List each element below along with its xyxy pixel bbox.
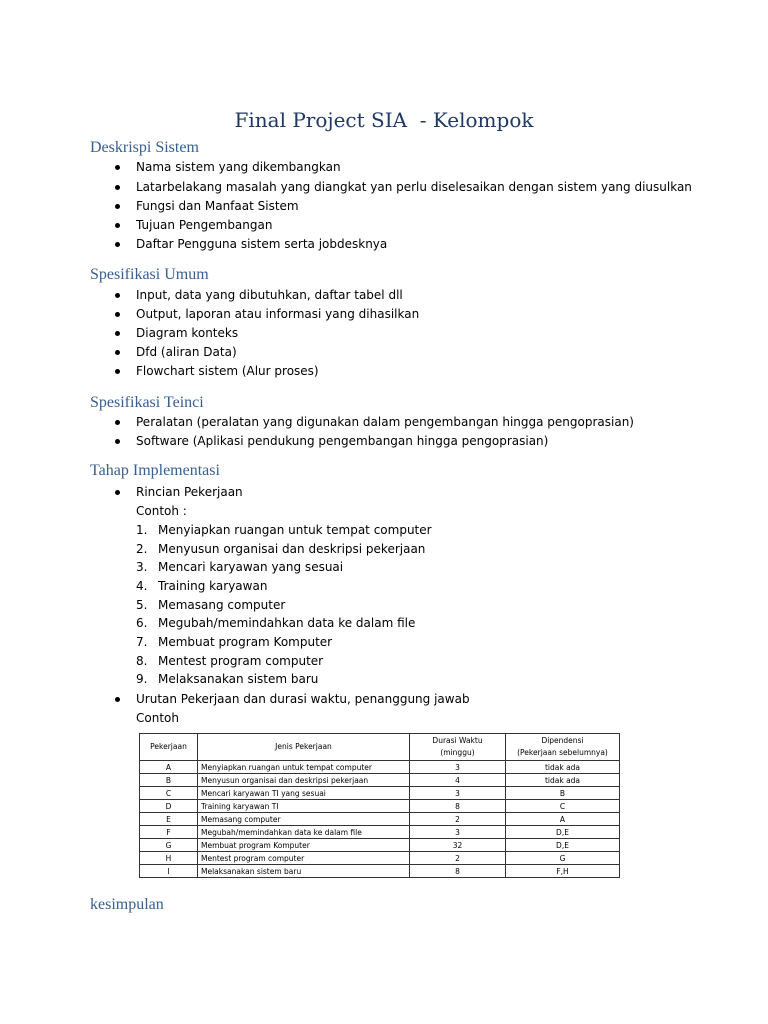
step-item: Mentest program computer bbox=[158, 654, 324, 668]
header-durasi-line1: Durasi Waktu bbox=[432, 736, 483, 745]
list-item: Daftar Pengguna sistem serta jobdesknya bbox=[136, 237, 388, 251]
cell-dep: D,E bbox=[506, 839, 620, 852]
cell-dep: G bbox=[506, 852, 620, 865]
heading-deskripsi-sistem: Deskrispi Sistem bbox=[90, 139, 199, 156]
table-row bbox=[140, 852, 620, 865]
step-number: 8. bbox=[136, 654, 148, 668]
heading-spesifikasi-teinci: Spesifikasi Teinci bbox=[90, 394, 204, 411]
header-durasi bbox=[410, 734, 506, 761]
cell-id: B bbox=[140, 774, 198, 787]
list-item: Diagram konteks bbox=[136, 326, 239, 340]
bullet-icon bbox=[115, 490, 120, 495]
cell-durasi: 2 bbox=[410, 813, 506, 826]
step-number: 2. bbox=[136, 542, 148, 556]
step-item: Megubah/memindahkan data ke dalam file bbox=[158, 616, 416, 630]
cell-id: C bbox=[140, 787, 198, 800]
contoh-label: Contoh : bbox=[136, 504, 187, 518]
bullet-icon bbox=[115, 165, 120, 170]
list-item: Input, data yang dibutuhkan, daftar tabel dll bbox=[136, 288, 403, 302]
list-item: Fungsi dan Manfaat Sistem bbox=[136, 199, 299, 213]
list-item: Tujuan Pengembangan bbox=[136, 218, 273, 232]
bullet-icon bbox=[115, 223, 120, 228]
step-number: 1. bbox=[136, 523, 148, 537]
cell-id: F bbox=[140, 826, 198, 839]
heading-tahap-implementasi: Tahap Implementasi bbox=[90, 462, 220, 479]
cell-dep: tidak ada bbox=[506, 774, 620, 787]
table-row bbox=[140, 761, 620, 774]
cell-dep: B bbox=[506, 787, 620, 800]
step-number: 6. bbox=[136, 616, 148, 630]
urutan-label: Urutan Pekerjaan dan durasi waktu, penanggung jawab bbox=[136, 692, 470, 706]
rincian-label: Rincian Pekerjaan bbox=[136, 485, 243, 499]
cell-jenis: Training karyawan TI bbox=[198, 800, 410, 813]
cell-dep: tidak ada bbox=[506, 761, 620, 774]
cell-jenis: Mencari karyawan TI yang sesuai bbox=[198, 787, 410, 800]
cell-durasi: 3 bbox=[410, 826, 506, 839]
cell-jenis: Memasang computer bbox=[198, 813, 410, 826]
table-row bbox=[140, 774, 620, 787]
table-row bbox=[140, 800, 620, 813]
bullet-icon bbox=[115, 204, 120, 209]
step-item: Mencari karyawan yang sesuai bbox=[158, 560, 344, 574]
step-item: Membuat program Komputer bbox=[158, 635, 333, 649]
bullet-icon bbox=[115, 420, 120, 425]
cell-durasi: 8 bbox=[410, 800, 506, 813]
step-item: Menyusun organisai dan deskripsi pekerjaan bbox=[158, 542, 426, 556]
cell-durasi: 3 bbox=[410, 787, 506, 800]
cell-durasi: 2 bbox=[410, 852, 506, 865]
cell-id: A bbox=[140, 761, 198, 774]
bullet-icon bbox=[115, 697, 120, 702]
cell-durasi: 8 bbox=[410, 865, 506, 878]
bullet-icon bbox=[115, 331, 120, 336]
table-row bbox=[140, 813, 620, 826]
cell-id: H bbox=[140, 852, 198, 865]
header-pekerjaan: Pekerjaan bbox=[140, 734, 198, 761]
cell-id: I bbox=[140, 865, 198, 878]
bullet-icon bbox=[115, 312, 120, 317]
header-durasi-line2: (minggu) bbox=[440, 748, 475, 757]
step-item: Training karyawan bbox=[158, 579, 268, 593]
bullet-icon bbox=[115, 185, 120, 190]
table-row bbox=[140, 787, 620, 800]
step-number: 7. bbox=[136, 635, 148, 649]
heading-spesifikasi-umum: Spesifikasi Umum bbox=[90, 266, 209, 283]
heading-kesimpulan: kesimpulan bbox=[90, 896, 164, 913]
list-item: Latarbelakang masalah yang diangkat yan perlu diselesaikan dengan sistem yang diusulkan bbox=[136, 180, 692, 194]
contoh-label: Contoh bbox=[136, 711, 179, 725]
table-header-row bbox=[140, 734, 620, 761]
cell-id: E bbox=[140, 813, 198, 826]
table-row bbox=[140, 865, 620, 878]
bullet-icon bbox=[115, 242, 120, 247]
bullet-icon bbox=[115, 293, 120, 298]
bullet-icon bbox=[115, 439, 120, 444]
step-number: 5. bbox=[136, 598, 148, 612]
step-item: Memasang computer bbox=[158, 598, 286, 612]
cell-jenis: Membuat program Komputer bbox=[198, 839, 410, 852]
list-item: Nama sistem yang dikembangkan bbox=[136, 160, 341, 174]
cell-jenis: Melaksanakan sistem baru bbox=[198, 865, 410, 878]
header-dipendensi bbox=[506, 734, 620, 761]
step-number: 9. bbox=[136, 672, 148, 686]
list-item: Dfd (aliran Data) bbox=[136, 345, 237, 359]
step-item: Melaksanakan sistem baru bbox=[158, 672, 319, 686]
header-jenis-pekerjaan: Jenis Pekerjaan bbox=[198, 734, 410, 761]
step-item: Menyiapkan ruangan untuk tempat computer bbox=[158, 523, 432, 537]
header-dipendensi-line1: Dipendensi bbox=[541, 736, 584, 745]
schedule-table bbox=[139, 733, 620, 878]
list-item: Peralatan (peralatan yang digunakan dalam pengembangan hingga pengoprasian) bbox=[136, 415, 634, 429]
cell-jenis: Megubah/memindahkan data ke dalam file bbox=[198, 826, 410, 839]
cell-dep: D,E bbox=[506, 826, 620, 839]
table-row bbox=[140, 826, 620, 839]
cell-dep: C bbox=[506, 800, 620, 813]
cell-jenis: Menyusun organisai dan deskripsi pekerjaan bbox=[198, 774, 410, 787]
step-number: 3. bbox=[136, 560, 148, 574]
cell-dep: F,H bbox=[506, 865, 620, 878]
list-item: Output, laporan atau informasi yang dihasilkan bbox=[136, 307, 420, 321]
list-item: Flowchart sistem (Alur proses) bbox=[136, 364, 319, 378]
cell-id: G bbox=[140, 839, 198, 852]
cell-id: D bbox=[140, 800, 198, 813]
header-dipendensi-line2: (Pekerjaan sebelumnya) bbox=[517, 748, 608, 757]
cell-durasi: 4 bbox=[410, 774, 506, 787]
cell-jenis: Menyiapkan ruangan untuk tempat computer bbox=[198, 761, 410, 774]
bullet-icon bbox=[115, 350, 120, 355]
cell-durasi: 32 bbox=[410, 839, 506, 852]
list-item: Software (Aplikasi pendukung pengembangan hingga pengoprasian) bbox=[136, 434, 549, 448]
cell-dep: A bbox=[506, 813, 620, 826]
cell-jenis: Mentest program computer bbox=[198, 852, 410, 865]
cell-durasi: 3 bbox=[410, 761, 506, 774]
document-title: Final Project SIA - Kelompok bbox=[234, 108, 534, 132]
step-number: 4. bbox=[136, 579, 148, 593]
bullet-icon bbox=[115, 369, 120, 374]
table-row bbox=[140, 839, 620, 852]
